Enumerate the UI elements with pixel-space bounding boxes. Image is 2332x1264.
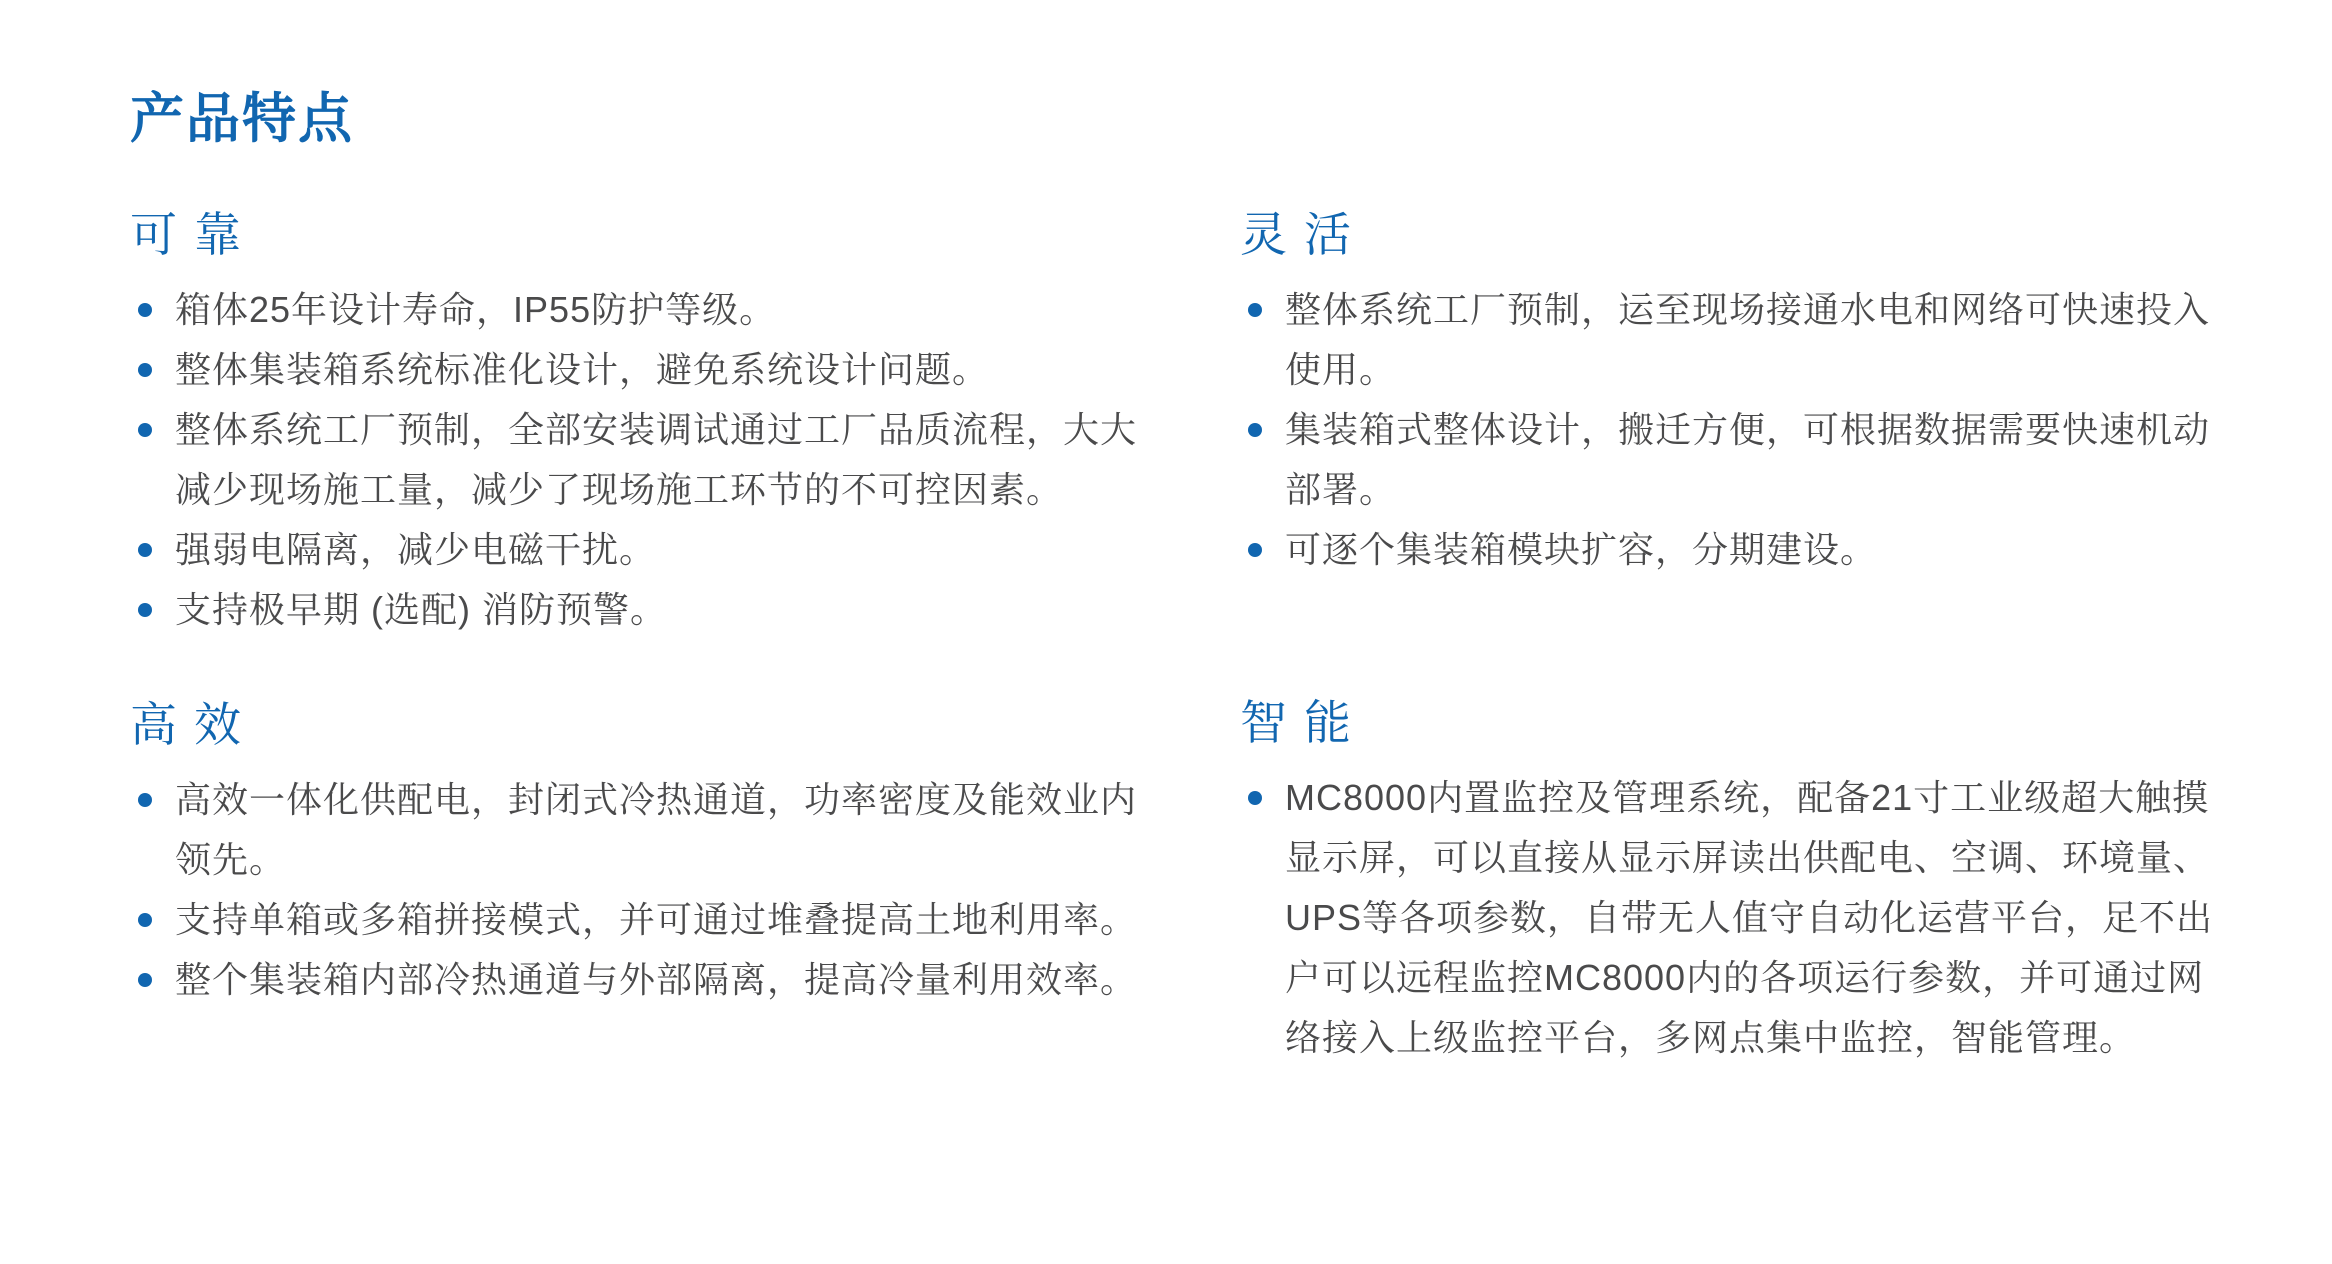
bullet-item: [130, 770, 1150, 890]
bullet-item: [1240, 520, 2235, 580]
bullet-text: MC8000内置监控及管理系统，配备21寸工业级超大触摸显示屏，可以直接从显示屏读出供配电、空调、环境量、UPS等各项参数，自带无人值守自动化运营平台，足不出户可以远程监控MC8000内的各项运行参数，并可通过网络接入上级监控平台，多网点集中监控，智能管理。: [1285, 777, 2214, 1059]
bullet-item: [130, 280, 1150, 340]
section-heading-flexible: 灵 活: [1240, 208, 1354, 261]
bullet-list-flexible: [1240, 280, 2235, 580]
bullet-list-reliable: [130, 280, 1150, 640]
bullet-dot-icon: [138, 603, 152, 617]
bullet-dot-icon: [138, 543, 152, 557]
bullet-text: 强弱电隔离，减少电磁干扰。: [175, 529, 657, 571]
left-column: [130, 208, 1150, 1010]
section-heading-efficient: 高 效: [130, 698, 244, 752]
bullet-text: 高效一体化供配电，封闭式冷热通道，功率密度及能效业内领先。: [175, 779, 1138, 881]
bullet-dot-icon: [1248, 543, 1262, 557]
bullet-item: [130, 950, 1150, 1010]
bullet-list-efficient: [130, 770, 1150, 1010]
two-column-layout: [130, 208, 2332, 1068]
bullet-item: [130, 340, 1150, 400]
bullet-list-smart: [1240, 768, 2235, 1068]
right-column: [1240, 208, 2235, 1068]
bullet-item: [130, 580, 1150, 640]
bullet-dot-icon: [138, 973, 152, 987]
bullet-item: [1240, 400, 2235, 520]
section-flexible: [1240, 208, 2235, 580]
bullet-dot-icon: [138, 423, 152, 437]
bullet-text: 支持单箱或多箱拼接模式，并可通过堆叠提高土地利用率。: [175, 899, 1138, 941]
section-smart: [1240, 696, 2235, 1068]
section-heading-reliable: 可 靠: [130, 208, 244, 261]
bullet-text: 可逐个集装箱模块扩容，分期建设。: [1285, 529, 1878, 571]
bullet-text: 箱体25年设计寿命，IP55防护等级。: [175, 289, 777, 331]
bullet-text: 整体系统工厂预制，全部安装调试通过工厂品质流程，大大减少现场施工量，减少了现场施工环节的不可控因素。: [175, 409, 1138, 511]
bullet-text: 整体集装箱系统标准化设计，避免系统设计问题。: [175, 349, 990, 391]
bullet-item: [1240, 768, 2235, 1068]
bullet-item: [130, 400, 1150, 520]
bullet-dot-icon: [138, 303, 152, 317]
bullet-dot-icon: [1248, 423, 1262, 437]
bullet-text: 整体系统工厂预制，运至现场接通水电和网络可快速投入使用。: [1285, 289, 2211, 391]
section-reliable: [130, 208, 1150, 640]
bullet-text: 支持极早期 (选配) 消防预警。: [175, 589, 667, 631]
page-title: 产品特点: [130, 89, 354, 149]
bullet-item: [130, 890, 1150, 950]
bullet-item: [1240, 280, 2235, 400]
bullet-dot-icon: [1248, 303, 1262, 317]
bullet-dot-icon: [138, 913, 152, 927]
bullet-item: [130, 520, 1150, 580]
bullet-text: 整个集装箱内部冷热通道与外部隔离，提高冷量利用效率。: [175, 959, 1138, 1001]
bullet-dot-icon: [1248, 791, 1262, 805]
section-efficient: [130, 698, 1150, 1010]
bullet-text: 集装箱式整体设计，搬迁方便，可根据数据需要快速机动部署。: [1285, 409, 2211, 511]
bullet-dot-icon: [138, 793, 152, 807]
section-heading-smart: 智 能: [1240, 696, 1354, 750]
bullet-dot-icon: [138, 363, 152, 377]
